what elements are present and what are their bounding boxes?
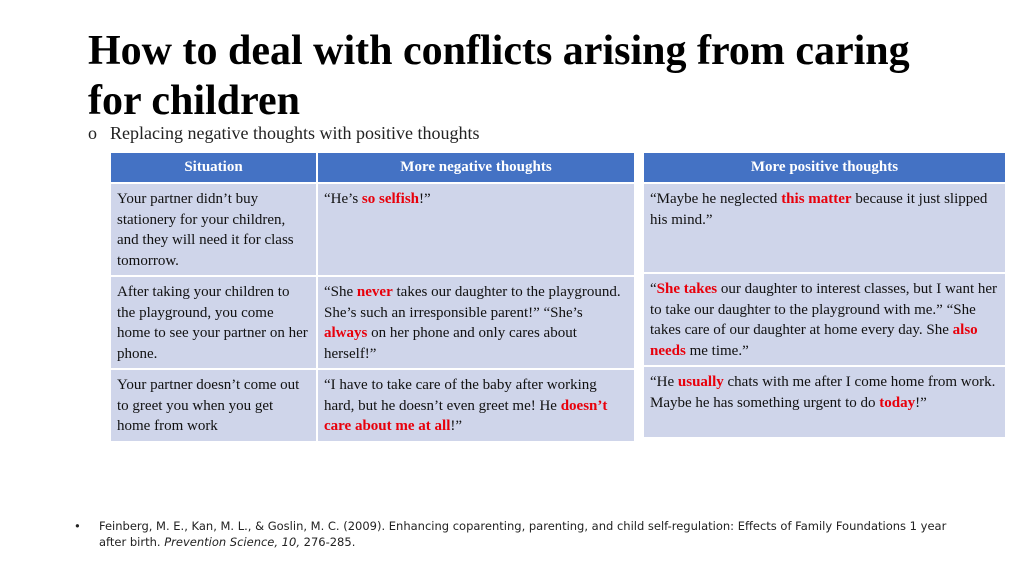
negative-thought-cell: “He’s so selfish!”: [318, 184, 634, 275]
header-negative-thoughts: More negative thoughts: [318, 153, 634, 182]
header-situation: Situation: [111, 153, 316, 182]
table-row: [111, 184, 634, 275]
emphasis-text: She takes: [656, 281, 718, 297]
subtitle-text: Replacing negative thoughts with positive thoughts: [110, 123, 480, 143]
journal-name: Prevention Science, 10,: [164, 535, 300, 549]
header-positive-thoughts: More positive thoughts: [644, 153, 1005, 182]
negative-thought-cell: “She never takes our daughter to the playground. She’s such an irresponsible parent!” “She’s always on her phone and only cares about herself!”: [318, 277, 634, 368]
reference-text: Feinberg, M. E., Kan, M. L., & Goslin, M. C. (2009). Enhancing coparenting, parenting, and child self-regulation: Effects of Family Foundations 1 year after birth. Prevention Science, 10, 276-285.: [99, 519, 947, 549]
positive-thought-cell: “He usually chats with me after I come home from work. Maybe he has something urgent to do today!”: [644, 367, 1005, 437]
table-row: [111, 277, 634, 368]
emphasis-text: today: [879, 394, 916, 411]
positive-thought-cell: “She takes our daughter to interest classes, but I want her to take our daughter to the playground with me.” “She takes care of our daughter at home every day. She also needs me time.”: [644, 274, 1005, 365]
bullet-icon: •: [74, 519, 81, 533]
reference-citation: [74, 518, 954, 550]
slide-title: How to deal with conflicts arising from caring for children: [88, 28, 910, 124]
positive-thought-cell: “Maybe he neglected this matter because it just slipped his mind.”: [644, 184, 1005, 272]
situation-cell: After taking your children to the playground, you come home to see your partner on her phone.: [111, 277, 316, 368]
emphasis-text: so selfish: [361, 191, 419, 207]
emphasis-text: also needs: [650, 322, 978, 359]
table-row: [644, 274, 1005, 365]
positive-thoughts-table: [642, 151, 1007, 439]
hollow-bullet-icon: o: [88, 123, 97, 143]
negative-thought-cell: “I have to take care of the baby after working hard, but he doesn’t even greet me! He doesn’t care about me at all!”: [318, 370, 634, 441]
table-row: [644, 367, 1005, 437]
table-row: [644, 184, 1005, 272]
emphasis-text: never: [356, 284, 393, 300]
emphasis-text: usually: [677, 374, 724, 390]
situation-cell: Your partner doesn’t come out to greet you when you get home from work: [111, 370, 316, 441]
situation-negative-table: [109, 151, 636, 443]
emphasis-text: doesn’t care about me at all: [324, 397, 608, 434]
subtitle: [88, 122, 479, 144]
table-row: [111, 370, 634, 441]
situation-cell: Your partner didn’t buy stationery for your children, and they will need it for class tomorrow.: [111, 184, 316, 275]
emphasis-text: this matter: [781, 191, 852, 207]
emphasis-text: always: [324, 325, 368, 341]
